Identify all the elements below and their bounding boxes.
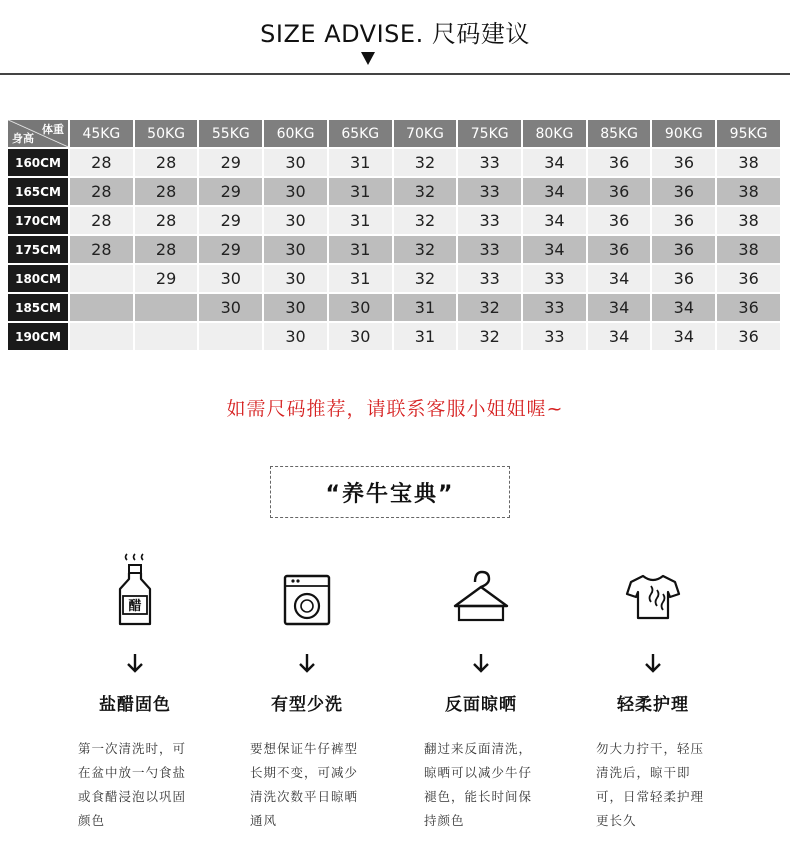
size-cell: 30 <box>199 294 262 321</box>
size-cell: 34 <box>523 149 586 176</box>
size-cell: 38 <box>717 178 780 205</box>
size-cell: 29 <box>199 178 262 205</box>
size-cell: 33 <box>458 207 521 234</box>
size-cell: 38 <box>717 236 780 263</box>
care-item-wash <box>232 552 382 833</box>
table-row <box>8 294 780 321</box>
size-cell: 33 <box>458 178 521 205</box>
size-cell: 36 <box>717 265 780 292</box>
care-guide-title: “养牛宝典” <box>270 466 510 518</box>
care-item-gentle <box>578 552 728 833</box>
size-cell: 33 <box>458 149 521 176</box>
size-cell: 36 <box>588 236 651 263</box>
size-cell <box>70 265 133 292</box>
size-cell: 29 <box>199 149 262 176</box>
hanger-icon <box>451 552 511 626</box>
size-cell: 31 <box>329 178 392 205</box>
weight-header: 95KG <box>717 120 780 147</box>
weight-header: 85KG <box>588 120 651 147</box>
care-label: 有型少洗 <box>271 695 343 715</box>
size-cell: 30 <box>264 265 327 292</box>
size-cell: 33 <box>523 323 586 350</box>
size-cell: 29 <box>199 207 262 234</box>
size-cell: 38 <box>717 149 780 176</box>
size-cell <box>70 323 133 350</box>
vinegar-icon-text: 醋 <box>128 599 142 614</box>
size-cell: 36 <box>652 207 715 234</box>
size-cell: 32 <box>394 178 457 205</box>
care-description: 要想保证牛仔裤型长期不变，可减少清洗次数平日晾晒通风 <box>250 741 359 828</box>
size-cell: 28 <box>135 236 198 263</box>
weight-header: 70KG <box>394 120 457 147</box>
care-label: 盐醋固色 <box>99 695 171 715</box>
arrow-down-icon <box>125 652 145 674</box>
table-row <box>8 236 780 263</box>
size-cell <box>70 294 133 321</box>
size-cell <box>135 294 198 321</box>
table-row <box>8 265 780 292</box>
care-description: 第一次清洗时，可在盆中放一勺食盐或食醋浸泡以巩固颜色 <box>78 741 187 828</box>
size-cell: 31 <box>329 236 392 263</box>
size-cell: 30 <box>199 265 262 292</box>
size-cell: 31 <box>394 294 457 321</box>
height-header: 160CM <box>8 149 68 176</box>
size-cell: 30 <box>264 149 327 176</box>
size-cell: 36 <box>652 178 715 205</box>
size-cell: 34 <box>588 265 651 292</box>
size-cell: 34 <box>523 236 586 263</box>
size-cell: 30 <box>264 236 327 263</box>
weight-header: 75KG <box>458 120 521 147</box>
size-cell: 32 <box>394 265 457 292</box>
size-cell: 36 <box>588 149 651 176</box>
size-cell: 38 <box>717 207 780 234</box>
height-header: 190CM <box>8 323 68 350</box>
size-cell: 34 <box>523 207 586 234</box>
height-header: 185CM <box>8 294 68 321</box>
weight-header: 45KG <box>70 120 133 147</box>
table-header-row <box>8 120 780 147</box>
table-corner-cell <box>8 120 68 147</box>
divider <box>0 73 790 75</box>
size-cell: 29 <box>199 236 262 263</box>
size-chart-table <box>6 118 782 352</box>
size-cell <box>199 323 262 350</box>
size-cell: 34 <box>523 178 586 205</box>
care-label: 轻柔护理 <box>617 695 689 715</box>
washing-machine-icon <box>277 552 337 626</box>
size-cell: 36 <box>588 207 651 234</box>
size-cell: 33 <box>523 265 586 292</box>
size-cell: 31 <box>329 265 392 292</box>
weight-header: 65KG <box>329 120 392 147</box>
table-row <box>8 178 780 205</box>
size-cell: 32 <box>458 294 521 321</box>
table-row <box>8 323 780 350</box>
size-cell: 30 <box>264 323 327 350</box>
height-axis-label: 身高 <box>12 132 34 145</box>
size-cell: 31 <box>329 207 392 234</box>
size-cell: 28 <box>135 149 198 176</box>
arrow-down-icon <box>643 652 663 674</box>
down-triangle-icon <box>361 52 375 65</box>
size-cell: 28 <box>135 178 198 205</box>
height-header: 180CM <box>8 265 68 292</box>
size-cell: 30 <box>264 294 327 321</box>
size-cell: 28 <box>70 236 133 263</box>
arrow-down-icon <box>471 652 491 674</box>
table-row <box>8 149 780 176</box>
size-cell: 28 <box>70 149 133 176</box>
size-cell: 36 <box>588 178 651 205</box>
size-cell: 36 <box>717 323 780 350</box>
table-row <box>8 207 780 234</box>
size-cell: 36 <box>652 236 715 263</box>
size-cell: 33 <box>458 265 521 292</box>
weight-axis-label: 体重 <box>42 123 64 136</box>
vinegar-bottle-icon <box>105 552 165 626</box>
size-cell: 30 <box>329 294 392 321</box>
size-cell: 36 <box>717 294 780 321</box>
shirt-steam-icon <box>623 552 683 626</box>
size-cell: 30 <box>329 323 392 350</box>
care-item-vinegar <box>60 552 210 833</box>
care-label: 反面晾晒 <box>445 695 517 715</box>
size-cell: 34 <box>588 294 651 321</box>
page-title: SIZE ADVISE. 尺码建议 <box>260 20 530 48</box>
height-header: 165CM <box>8 178 68 205</box>
size-cell: 28 <box>135 207 198 234</box>
height-header: 170CM <box>8 207 68 234</box>
size-cell: 32 <box>458 323 521 350</box>
size-cell: 30 <box>264 178 327 205</box>
arrow-down-icon <box>297 652 317 674</box>
size-cell: 32 <box>394 149 457 176</box>
care-description: 翻过来反面清洗，晾晒可以减少牛仔褪色，能长时间保持颜色 <box>424 741 533 828</box>
height-header: 175CM <box>8 236 68 263</box>
weight-header: 50KG <box>135 120 198 147</box>
size-cell: 34 <box>652 323 715 350</box>
size-cell: 30 <box>264 207 327 234</box>
weight-header: 55KG <box>199 120 262 147</box>
size-cell: 33 <box>458 236 521 263</box>
size-cell <box>135 323 198 350</box>
weight-header: 90KG <box>652 120 715 147</box>
size-cell: 28 <box>70 207 133 234</box>
care-item-dry <box>406 552 556 833</box>
size-cell: 28 <box>70 178 133 205</box>
weight-header: 60KG <box>264 120 327 147</box>
size-cell: 32 <box>394 207 457 234</box>
size-cell: 32 <box>394 236 457 263</box>
weight-header: 80KG <box>523 120 586 147</box>
size-cell: 33 <box>523 294 586 321</box>
size-cell: 31 <box>394 323 457 350</box>
size-cell: 34 <box>652 294 715 321</box>
care-description: 勿大力拧干，轻压清洗后，晾干即可，日常轻柔护理更长久 <box>596 741 705 828</box>
size-cell: 36 <box>652 149 715 176</box>
size-cell: 36 <box>652 265 715 292</box>
size-cell: 34 <box>588 323 651 350</box>
size-cell: 31 <box>329 149 392 176</box>
contact-note: 如需尺码推荐，请联系客服小姐姐喔~ <box>226 398 564 420</box>
size-cell: 29 <box>135 265 198 292</box>
